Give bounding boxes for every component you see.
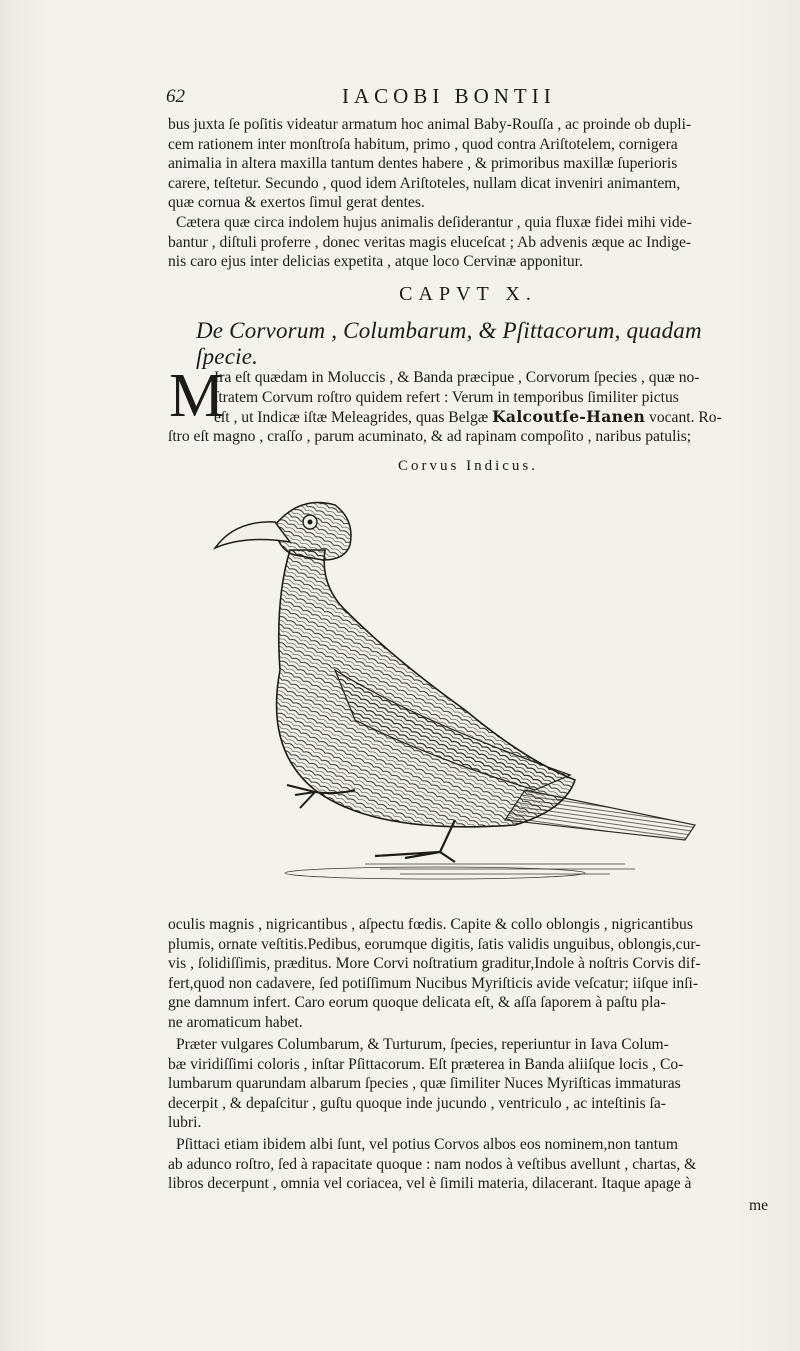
text-line: ſtro eſt magno , craſſo , parum acuminato, & ad rapinam compoſito , naribus patulis;: [168, 428, 692, 445]
intro-paragraph-2: [168, 213, 768, 272]
text-segment: eſt , ut Indicæ iſtæ Meleagrides, quas Belgæ: [214, 409, 489, 427]
catchword: me: [748, 1197, 768, 1214]
text-line: Præter vulgares Columbarum, & Turturum, ſpecies, reperiuntur in Iava Colum-: [176, 1036, 669, 1053]
columbae-paragraph: [168, 1035, 768, 1133]
crow-woodcut-illustration: [205, 490, 705, 890]
crow-beak: [215, 522, 290, 548]
text-line: lumbarum quarundam albarum ſpecies , quæ ſimiliter Nuces Myriſticas immaturas: [168, 1075, 681, 1093]
figure-caption: Corvus Indicus.: [398, 458, 538, 474]
text-line: cem rationem inter monſtroſa habitum, primo , quod contra Ariſtotelem, cornigera: [168, 135, 678, 153]
text-line: libros decerpunt , omnia vel coriacea, vel è ſimili materia, dilacerant. Itaque apage à: [168, 1175, 692, 1193]
text-line: ſtratem Corvum roſtro quidem refert : Verum in temporibus ſimiliter pictus: [214, 388, 679, 406]
text-line: decerpit , & depaſcitur , guſtu quoque inde jucundo , ventriculo , ac inteſtinis ſa-: [168, 1094, 666, 1112]
text-line: carere, teſtetur. Secundo , quod idem Ariſtoteles, nullam dicat inveniri animantem,: [168, 174, 681, 192]
running-head: IACOBI BONTII: [342, 84, 556, 108]
text-line: animalia in altera maxilla tantum dentes habere , & primoribus maxillæ ſuperioris: [168, 155, 678, 173]
drop-cap: M: [169, 362, 225, 430]
text-line: bæ viridiſſimi coloris , inſtar Pſittacorum. Eſt præterea in Banda aliiſque locis , Co-: [168, 1055, 684, 1073]
text-line: quæ cornua & exertos ſimul gerat dentes.: [168, 194, 425, 212]
text-line: lubri.: [168, 1114, 202, 1132]
ground-hatching: [365, 864, 635, 874]
page-header: [166, 84, 766, 112]
text-line: plumis, ornate veſtitis.Pedibus, eorumque digitis, ſatis validis unguibus, oblongis,cur-: [168, 935, 701, 953]
intro-paragraph: [168, 115, 768, 213]
text-line: Ira eſt quædam in Moluccis , & Banda præcipue , Corvorum ſpecies , quæ no-: [214, 369, 700, 386]
text-line: fert,quod non cadavere, ſed potiſſimum Nucibus Myriſticis avide veſcatur; iiſque inſi-: [168, 974, 699, 992]
crow-head: [275, 503, 351, 561]
text-line: nis caro ejus inter delicias expetita , atque loco Cervinæ apponitur.: [168, 253, 583, 271]
text-line: bus juxta ſe poſitis videatur armatum hoc animal Baby-Rouſſa , ac proinde ob dupli-: [168, 116, 692, 133]
text-line: gne damnum infert. Caro eorum quoque delicata eſt, & aſſa ſaporem à paſtu pla-: [168, 994, 666, 1012]
text-line: oculis magnis , nigricantibus , aſpectu fœdis. Capite & collo oblongis , nigricantibus: [168, 916, 693, 933]
text-line: ab adunco roſtro, ſed à rapacitate quoque : nam nodos à veſtibus avellunt , chartas, &: [168, 1155, 697, 1173]
chapter-title: De Corvorum , Columbarum, & Pſittacorum, quadam ſpecie.: [196, 318, 702, 369]
blackletter-term: Kalcoutſe-Hanen: [492, 407, 646, 427]
text-line: Cætera quæ circa indolem hujus animalis deſiderantur , quia fluxæ fidei mihi vide-: [176, 214, 692, 231]
catchword-line: [168, 1196, 768, 1216]
description-paragraph: [168, 915, 768, 1033]
text-line: ne aromaticum habet.: [168, 1013, 303, 1031]
psittaci-paragraph: [168, 1135, 768, 1194]
chapter-opening-lines: [214, 368, 768, 428]
text-line: bantur , diſtuli proferre , donec veritas magis eluceſcat ; Ab advenis æque ac Indige-: [168, 233, 692, 251]
chapter-opening-continued: [168, 427, 768, 447]
text-line: [214, 407, 768, 428]
text-segment: vocant. Ro-: [649, 409, 722, 427]
chapter-label: CAPVT X.: [399, 283, 537, 305]
page-number: 62: [166, 86, 185, 107]
text-line: vis , ſolidiſſimis, præditus. More Corvi noſtratium graditur,Indole à noſtris Corvis dif-: [168, 955, 701, 973]
text-line: Pſittaci etiam ibidem albi ſunt, vel potius Corvos albos eos nominem,non tantum: [176, 1136, 678, 1153]
